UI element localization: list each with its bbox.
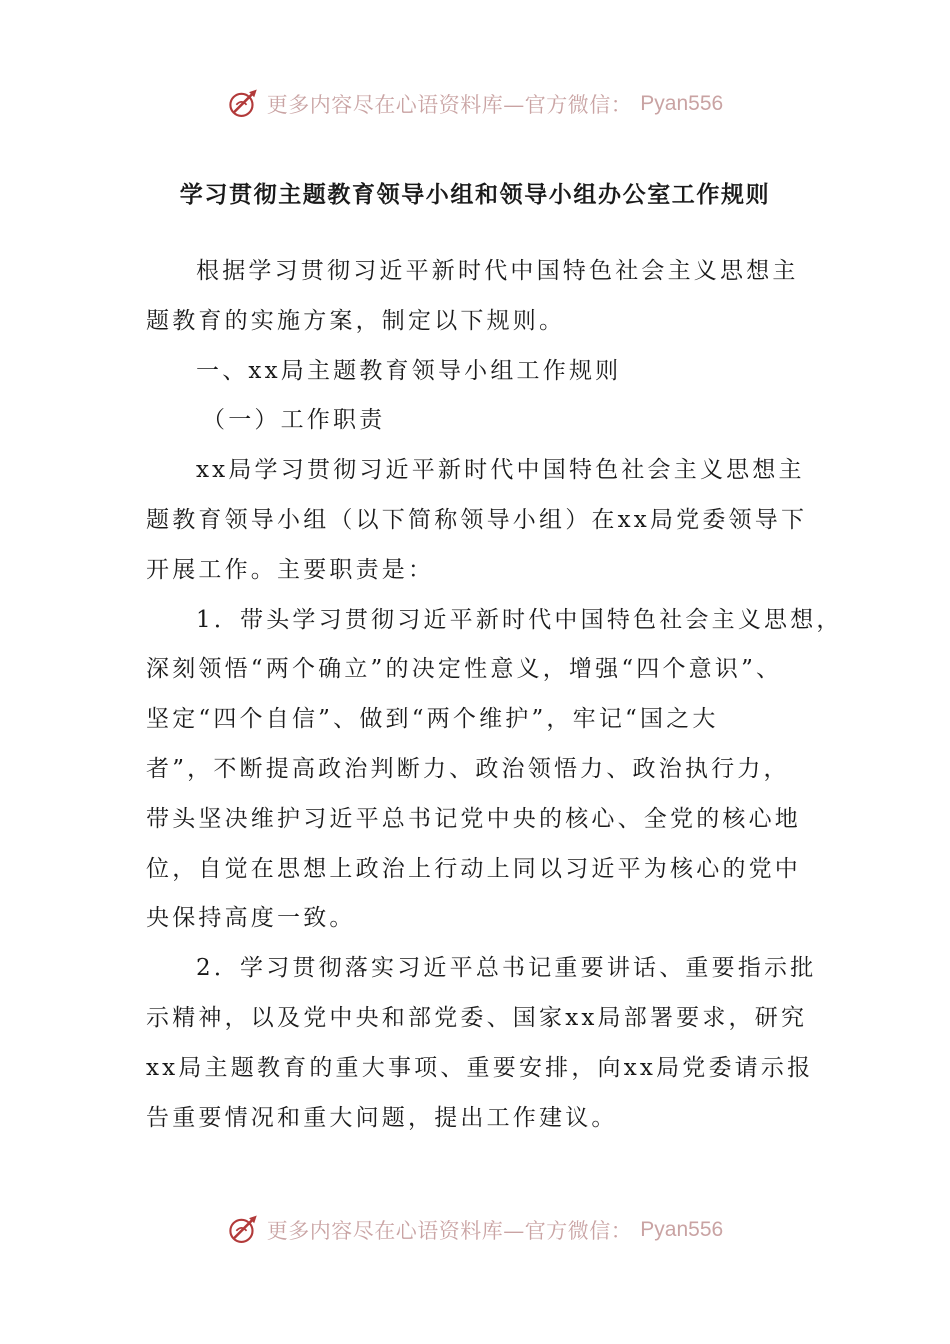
list-item-line: 位，自觉在思想上政治上行动上同以习近平为核心的党中: [146, 855, 801, 882]
watermark-wechat-id: Pyan556: [640, 1218, 724, 1241]
list-item-line: 者”，不断提高政治判断力、政治领悟力、政治执行力，: [146, 755, 790, 782]
watermark-wechat-id: Pyan556: [640, 92, 724, 115]
paragraph-line: 题教育的实施方案，制定以下规则。: [146, 307, 566, 334]
list-item-line: 带头坚决维护习近平总书记党中央的核心、全党的核心地: [146, 805, 801, 832]
list-item-line: 示精神，以及党中央和部党委、国家xx局部署要求，研究: [146, 1004, 808, 1031]
section-heading: 一、xx局主题教育领导小组工作规则: [196, 357, 622, 384]
paragraph-line: xx局学习贯彻习近平新时代中国特色社会主义思想主: [196, 457, 805, 484]
paragraph-line: 根据学习贯彻习近平新时代中国特色社会主义思想主: [196, 258, 799, 284]
list-item-line: xx局主题教育的重大事项、重要安排，向xx局党委请示报: [146, 1054, 814, 1081]
list-item-line: 坚定“四个自信”、做到“两个维护”，牢记“国之大: [146, 706, 719, 733]
watermark-text: 更多内容尽在心语资料库—官方微信：: [266, 1219, 633, 1243]
paragraph-line: 开展工作。主要职责是：: [146, 556, 435, 583]
list-item-line: 深刻领悟“两个确立”的决定性意义，增强“四个意识”、: [146, 656, 783, 683]
subsection-heading: （一）工作职责: [202, 407, 386, 434]
watermark-footer: [0, 1210, 950, 1250]
watermark-text: 更多内容尽在心语资料库—官方微信：: [266, 93, 633, 117]
list-item-line: 2．学习贯彻落实习近平总书记重要讲话、重要指示批: [196, 955, 817, 982]
pen-logo-icon: [227, 1213, 261, 1247]
paragraph-line: 题教育领导小组（以下简称领导小组）在xx局党委领导下: [146, 506, 808, 533]
list-item-line: 1．带头学习贯彻习近平新时代中国特色社会主义思想，: [196, 606, 843, 633]
watermark-header: [0, 84, 950, 124]
pen-logo-icon: [227, 87, 261, 121]
list-item-line: 央保持高度一致。: [146, 905, 356, 932]
list-item-line: 告重要情况和重大问题，提出工作建议。: [146, 1104, 618, 1131]
document-title: 学习贯彻主题教育领导小组和领导小组办公室工作规则: [179, 182, 771, 208]
document-body: [146, 247, 843, 1143]
